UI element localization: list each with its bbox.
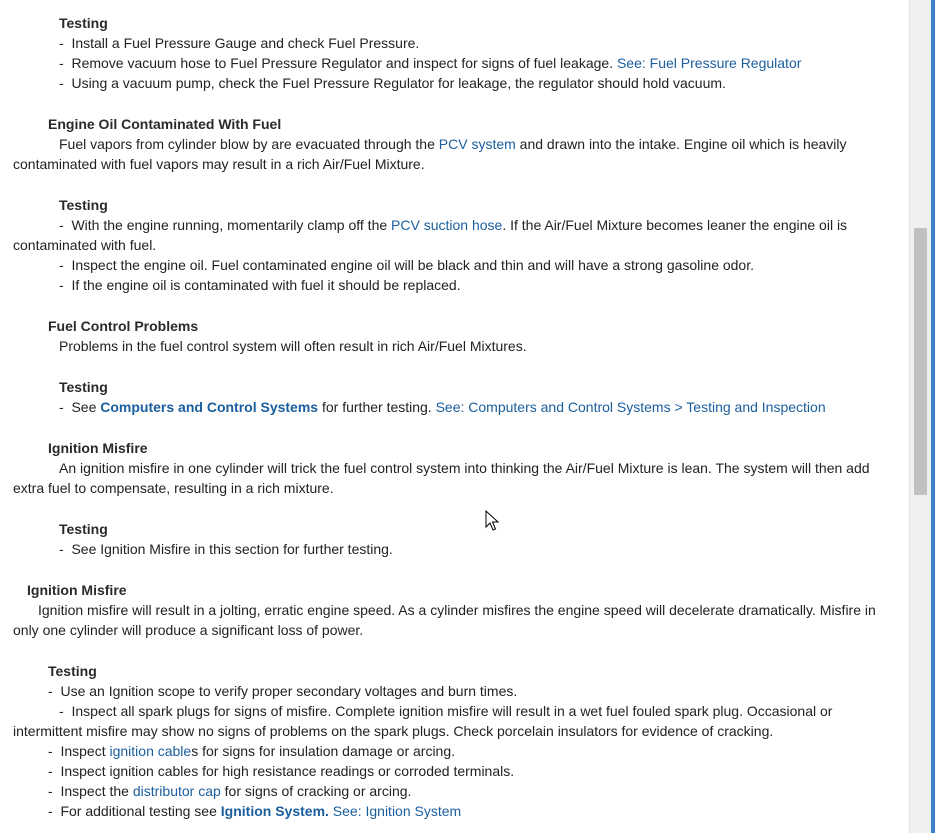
- list-item: - Inspect ignition cables for high resistance readings or corroded terminals.: [48, 763, 515, 779]
- ignition-system-link[interactable]: Ignition System.: [220, 803, 329, 819]
- section-heading: Testing: [48, 663, 97, 679]
- section-heading: Ignition Misfire: [48, 440, 148, 456]
- see-fuel-pressure-regulator-link[interactable]: See: Fuel Pressure Regulator: [616, 55, 802, 71]
- scrollbar-thumb[interactable]: [914, 228, 927, 495]
- list-item: - Using a vacuum pump, check the Fuel Pressure Regulator for leakage, the regulator should hold vacuum.: [59, 75, 726, 91]
- list-item: - Inspect ignition cables for signs for insulation damage or arcing.: [48, 743, 456, 759]
- mouse-cursor-icon: [485, 510, 501, 532]
- list-item: - See Ignition Misfire in this section for further testing.: [59, 541, 393, 557]
- list-item: - If the engine oil is contaminated with fuel it should be replaced.: [59, 277, 461, 293]
- section-heading: Fuel Control Problems: [48, 318, 199, 334]
- list-item: - With the engine running, momentarily clamp off the PCV suction hose. If the Air/Fuel Mixture becomes leaner the engine oil is contaminated with fuel.: [13, 217, 848, 253]
- window-edge: [931, 0, 935, 833]
- paragraph: An ignition misfire in one cylinder will trick the fuel control system into thinking the Air/Fuel Mixture is lean. The system will then add extra fuel to compensate, resulting in a rich mixture.: [13, 460, 870, 496]
- list-item: - Remove vacuum hose to Fuel Pressure Regulator and inspect for signs of fuel leakage. See: Fuel Pressure Regulator: [59, 55, 802, 71]
- section-heading: Engine Oil Contaminated With Fuel: [48, 116, 282, 132]
- list-item: - Inspect the engine oil. Fuel contaminated engine oil will be black and thin and will have a strong gasoline odor.: [59, 257, 755, 273]
- list-item: - Install a Fuel Pressure Gauge and check Fuel Pressure.: [59, 35, 420, 51]
- document-body: [13, 13, 895, 821]
- list-item: - Inspect the distributor cap for signs of cracking or arcing.: [48, 783, 412, 799]
- paragraph: Fuel vapors from cylinder blow by are evacuated through the PCV system and drawn into the intake. Engine oil which is heavily contaminated with fuel vapors may result in a rich Air/Fuel Mixture.: [13, 136, 847, 172]
- section-heading: Testing: [59, 15, 108, 31]
- list-item: - Use an Ignition scope to verify proper secondary voltages and burn times.: [48, 683, 518, 699]
- section-heading: Testing: [59, 521, 108, 537]
- section-heading: Testing: [59, 379, 108, 395]
- computers-control-systems-link[interactable]: Computers and Control Systems: [100, 399, 319, 415]
- paragraph: Problems in the fuel control system will often result in rich Air/Fuel Mixtures.: [59, 338, 527, 354]
- see-ignition-system-link[interactable]: See: Ignition System: [332, 803, 462, 819]
- distributor-cap-link[interactable]: distributor cap: [132, 783, 221, 799]
- pcv-suction-hose-link[interactable]: PCV suction hose: [391, 217, 503, 233]
- see-computers-testing-inspection-link[interactable]: See: Computers and Control Systems > Testing and Inspection: [435, 399, 826, 415]
- list-item: - See Computers and Control Systems for further testing. See: Computers and Control Systems > Testing and Inspection: [59, 399, 826, 415]
- list-item: - Inspect all spark plugs for signs of misfire. Complete ignition misfire will result in a wet fuel fouled spark plug. Occasional or intermittent misfire may show no signs of problems on the spark plugs. Check porcelain insulators for evidence of cracking.: [13, 703, 833, 739]
- paragraph: Ignition misfire will result in a jolting, erratic engine speed. As a cylinder misfires the engine speed will decelerate dramatically. Misfire in only one cylinder will produce a significant loss of power.: [13, 602, 876, 638]
- section-heading: Ignition Misfire: [27, 582, 127, 598]
- ignition-cable-link[interactable]: ignition cable: [109, 743, 192, 759]
- vertical-scrollbar[interactable]: [909, 0, 932, 833]
- list-item: - For additional testing see Ignition System. See: Ignition System: [48, 803, 462, 819]
- pcv-system-link[interactable]: PCV system: [438, 136, 516, 152]
- section-heading: Testing: [59, 197, 108, 213]
